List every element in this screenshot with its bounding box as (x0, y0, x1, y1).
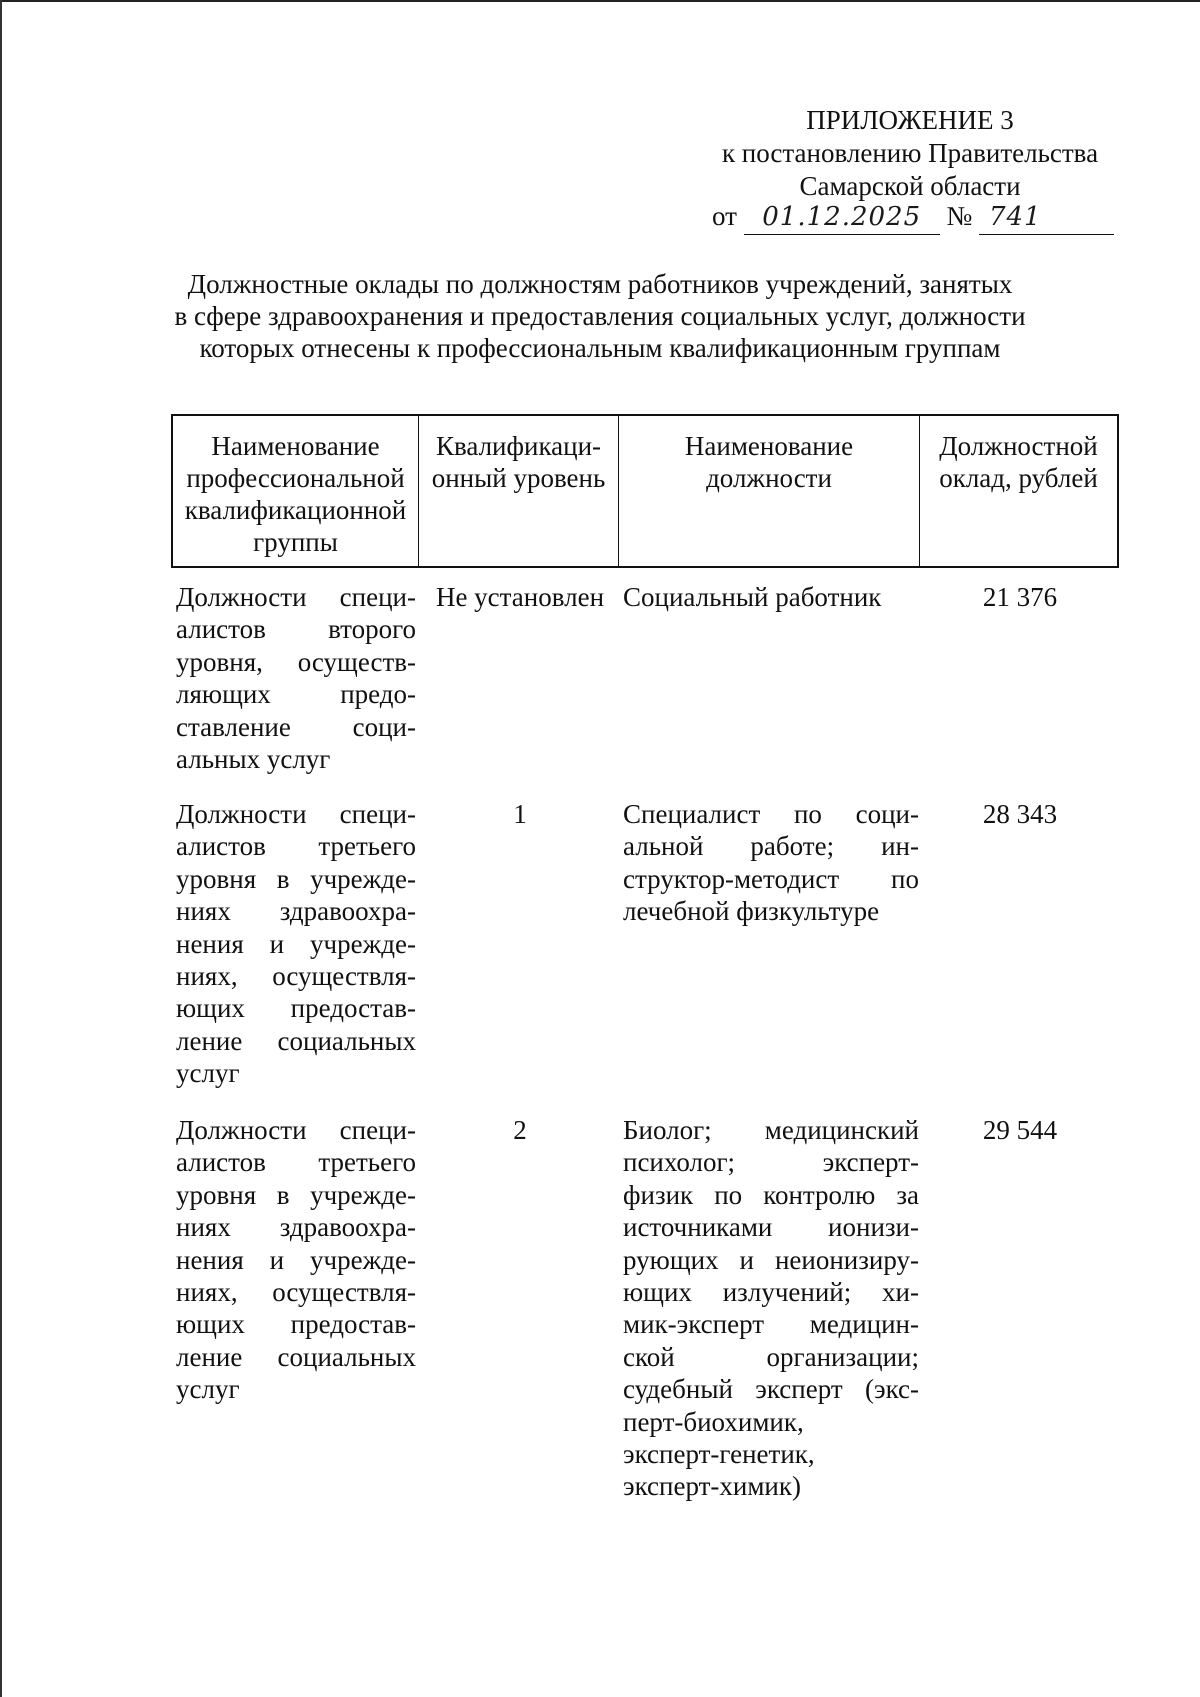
table-cell-group (176, 798, 416, 1090)
table-cell-group (176, 581, 416, 775)
cell-line: услуг (176, 1058, 240, 1089)
cell-line: источниками ионизи- (623, 1212, 919, 1243)
table-header (171, 414, 1119, 568)
cell-line: нения и учрежде- (176, 1244, 416, 1275)
header-line: должности (706, 463, 832, 493)
table-cell-level: Не установлен (435, 582, 605, 612)
header-line: Должностной (939, 431, 1098, 461)
appendix-ref: к постановлению Правительства (721, 138, 1099, 168)
header-line: Наименование (684, 431, 854, 461)
cell-line: уровня, осуществ- (176, 646, 416, 677)
cell-line: Должности специ- (176, 1115, 416, 1145)
header-line: группы (253, 527, 338, 557)
cell-line: Специалист по соци- (623, 799, 919, 829)
title-line: в сфере здравоохранения и предоставления социальных услуг, должности (174, 301, 1026, 331)
table-cell-level: 2 (513, 1115, 527, 1145)
table-cell-group (176, 1114, 416, 1406)
cell-line: услуг (176, 1374, 240, 1405)
cell-line: алистов третьего (176, 1147, 416, 1178)
cell-line: ниях, осуществля- (176, 1277, 416, 1308)
cell-line: эксперт-химик) (623, 1471, 801, 1502)
header-line: онный уровень (431, 463, 606, 493)
cell-line: ление социальных (176, 1341, 416, 1372)
cell-line: физик по контролю за (623, 1179, 919, 1210)
column-header-group (173, 416, 418, 566)
cell-line: алистов второго (176, 614, 416, 645)
header-line: Наименование (211, 431, 380, 461)
cell-line: ниях здравоохра- (176, 896, 416, 927)
date-prefix: от (712, 201, 737, 231)
cell-line: ниях здравоохра- (176, 1212, 416, 1243)
column-header-position (619, 416, 919, 566)
cell-line: лечебной физкультуре (623, 896, 880, 927)
cell-line: психолог; эксперт- (623, 1147, 919, 1178)
cell-line: Должности специ- (176, 582, 416, 612)
cell-line: уровня в учрежде- (176, 863, 416, 894)
scan-edge-left (0, 0, 2, 1697)
cell-line: мик-эксперт медицин- (623, 1309, 919, 1340)
cell-line: ющих излучений; хи- (623, 1277, 919, 1308)
header-line: квалификационной (184, 495, 407, 525)
cell-line: альных услуг (176, 744, 331, 775)
cell-line: ставление соци- (176, 711, 416, 742)
title-line: Должностные оклады по должностям работников учреждений, занятых (187, 269, 1013, 299)
appendix-region: Самарской области (799, 171, 1021, 201)
table-cell-position (623, 581, 919, 613)
column-header-salary (920, 416, 1117, 566)
handwritten-number: 741 (979, 201, 1114, 235)
header-line: Квалификаци- (435, 431, 602, 461)
cell-line: уровня в учрежде- (176, 1179, 416, 1210)
cell-line: ской организации; (623, 1341, 919, 1372)
cell-line: рующих и неионизиру- (623, 1244, 919, 1275)
cell-line: алистов третьего (176, 831, 416, 862)
cell-line: судебный эксперт (экс- (623, 1374, 919, 1405)
date-number-line (712, 200, 1114, 235)
cell-line: ниях, осуществля- (176, 961, 416, 992)
header-line: профессиональной (186, 463, 405, 493)
cell-line: ющих предостав- (176, 993, 416, 1024)
table-cell-level: 1 (513, 799, 527, 829)
title-line: которых отнесены к профессиональным квалификационным группам (199, 333, 1001, 363)
cell-line: перт-биохимик, (623, 1406, 804, 1437)
column-header-level (419, 416, 618, 566)
table-cell-salary: 28 343 (982, 799, 1058, 829)
cell-line: ляющих предо- (176, 679, 416, 710)
cell-line: эксперт-генетик, (623, 1439, 815, 1470)
cell-line: альной работе; ин- (623, 831, 919, 862)
table-cell-position (623, 1114, 919, 1503)
cell-line: Социальный работник (623, 582, 882, 612)
appendix-title: ПРИЛОЖЕНИЕ 3 (806, 105, 1014, 135)
document-title (150, 268, 1050, 364)
cell-line: нения и учрежде- (176, 928, 416, 959)
cell-line: Биолог; медицинский (623, 1115, 919, 1145)
header-line: оклад, рублей (939, 463, 1098, 493)
cell-line: ление социальных (176, 1025, 416, 1056)
table-cell-position (623, 798, 919, 928)
cell-line: Должности специ- (176, 799, 416, 829)
handwritten-date: 01.12.2025 (744, 201, 940, 235)
table-cell-salary: 29 544 (982, 1115, 1058, 1145)
number-sign: № (946, 201, 973, 231)
scan-edge-top (0, 0, 1200, 2)
cell-line: ющих предостав- (176, 1309, 416, 1340)
cell-line: структор-методист по (623, 863, 919, 894)
appendix-block (700, 104, 1120, 203)
table-cell-salary: 21 376 (982, 582, 1058, 612)
